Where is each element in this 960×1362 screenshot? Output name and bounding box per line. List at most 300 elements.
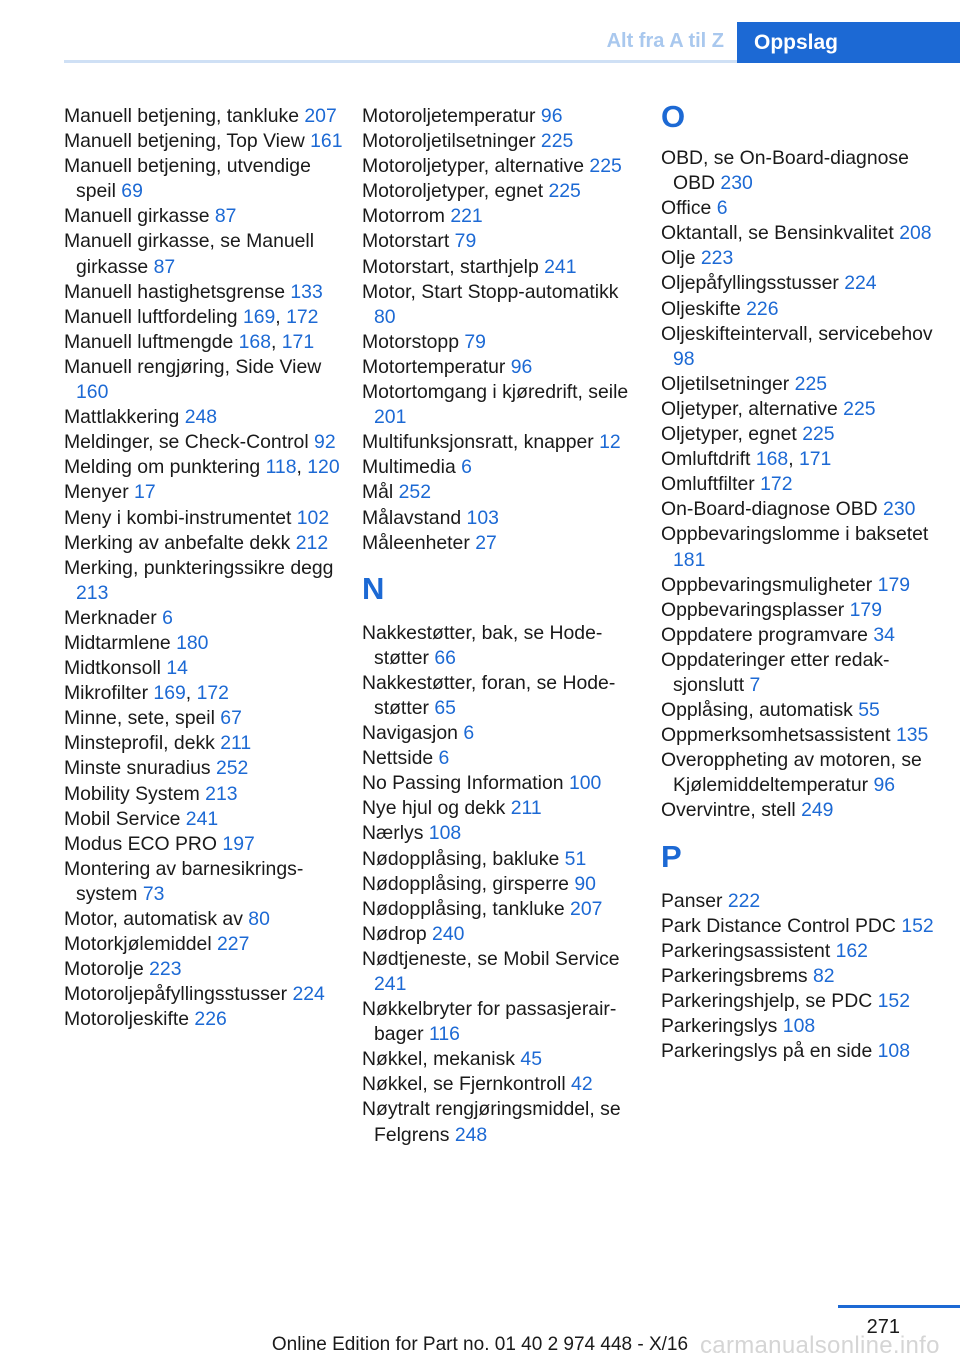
- entry-term: Merking, punkteringssikre degg: [64, 556, 334, 579]
- entry-term: Manuell betjening, utvendige speil: [64, 155, 311, 203]
- page-link[interactable]: 51: [564, 847, 587, 870]
- page-link[interactable]: 181: [673, 548, 706, 571]
- index-column-2: [362, 104, 642, 1148]
- index-entry: [64, 706, 344, 731]
- page-link[interactable]: 6: [461, 456, 472, 479]
- page-link[interactable]: 152: [877, 989, 910, 1012]
- entry-term: Manuell hastighetsgrense: [64, 280, 291, 303]
- index-entry: [661, 297, 941, 322]
- page-link[interactable]: 152: [901, 914, 934, 937]
- index-entry: [64, 907, 344, 932]
- page-link[interactable]: 179: [877, 573, 911, 596]
- index-entry: [661, 322, 941, 372]
- entry-term: Oktantall, se Bensinkvalitet: [661, 222, 900, 245]
- entry-term: Manuell betjening, tankluke: [64, 105, 305, 127]
- entry-term: Motorolje: [64, 958, 150, 981]
- footer-rule: [838, 1305, 960, 1308]
- entry-term: Oljeskifte: [661, 297, 747, 320]
- page-link[interactable]: 213: [76, 581, 109, 604]
- index-entry: [362, 480, 642, 505]
- entry-term: Manuell betjening, Top View: [64, 130, 311, 153]
- page-link[interactable]: 42: [571, 1073, 593, 1096]
- entry-term: Nøytralt rengjøringsmiddel, se Felgrens: [362, 1098, 621, 1146]
- page-link[interactable]: 6: [162, 606, 173, 629]
- section-tab[interactable]: Oppslag: [737, 22, 960, 63]
- page-link[interactable]: 226: [746, 297, 779, 320]
- index-entry: [362, 746, 642, 771]
- index-entry: [64, 731, 344, 756]
- index-entry: [362, 355, 642, 380]
- page-link[interactable]: 96: [510, 355, 533, 378]
- page-separator: ,: [270, 330, 282, 353]
- entry-term: Nakkestøtter, foran, se Hodestøtter: [362, 671, 616, 719]
- entry-term: Manuell girkasse, se Manuell girkasse: [64, 230, 315, 278]
- page-link[interactable]: 162: [835, 939, 868, 962]
- page-link[interactable]: 116: [428, 1023, 460, 1046]
- page-link[interactable]: 108: [877, 1040, 910, 1063]
- entry-term: Nøkkel, se Fjernkontroll: [362, 1073, 572, 1096]
- index-entry: [64, 782, 344, 807]
- page-link[interactable]: 108: [428, 822, 462, 845]
- entry-term: Multimedia: [362, 456, 462, 479]
- page-link[interactable]: 197: [222, 832, 255, 855]
- page-link[interactable]: 225: [843, 397, 876, 420]
- entry-term: Meldinger, se Check-Control: [64, 431, 315, 454]
- index-entry: [661, 271, 941, 296]
- index-entry: [661, 914, 941, 939]
- index-entry: [64, 807, 344, 832]
- page-link[interactable]: 211: [220, 732, 252, 755]
- index-entry: [362, 531, 642, 556]
- index-entry: [362, 721, 642, 746]
- entry-term: Omluftdrift: [661, 448, 756, 471]
- index-entry: [362, 847, 642, 872]
- index-entry: [661, 447, 941, 472]
- entry-term: Motoroljetilsetninger: [362, 130, 541, 153]
- entry-term: Montering av barnesikringssystem: [64, 857, 304, 905]
- page-link[interactable]: 87: [153, 255, 176, 278]
- page-link[interactable]: 14: [166, 657, 188, 680]
- page-link[interactable]: 55: [858, 699, 880, 722]
- page-link[interactable]: 172: [286, 305, 319, 328]
- index-entry: [64, 355, 344, 405]
- entry-term: Oppbevaringsplasser: [661, 598, 850, 621]
- page-link[interactable]: 225: [794, 372, 828, 395]
- page-link[interactable]: 65: [434, 696, 456, 719]
- entry-term: Navigasjon: [362, 722, 464, 745]
- index-entry: [64, 455, 344, 480]
- index-entry: [64, 506, 344, 531]
- page-link[interactable]: 211: [510, 797, 542, 820]
- index-entry: [64, 756, 344, 781]
- page-link[interactable]: 79: [454, 230, 477, 253]
- index-entry: [661, 964, 941, 989]
- page-link[interactable]: 230: [720, 172, 753, 195]
- index-entry: [362, 179, 642, 204]
- page-link[interactable]: 108: [782, 1015, 816, 1037]
- index-entry: [362, 204, 642, 229]
- index-entry: [64, 330, 344, 355]
- index-entry: [362, 1072, 642, 1097]
- entry-term: Oppdatere programvare: [661, 623, 874, 646]
- page-link[interactable]: 82: [812, 964, 835, 987]
- entry-term: Parkeringsbrems: [661, 964, 813, 987]
- index-entry: [661, 246, 941, 271]
- entry-term: Oljetilsetninger: [661, 372, 795, 395]
- index-entry: [661, 372, 941, 397]
- index-entry: [64, 104, 344, 129]
- index-entry: [64, 405, 344, 430]
- index-entry: [661, 422, 941, 447]
- entry-term: Mikrofilter: [64, 682, 154, 705]
- page-link[interactable]: 102: [296, 506, 330, 529]
- entry-term: Midtarmlene: [64, 631, 177, 654]
- entry-term: Oppbevaringsmuligheter: [661, 573, 878, 596]
- index-entry: [64, 982, 344, 1007]
- index-entry: [661, 221, 941, 246]
- page-link[interactable]: 87: [214, 205, 237, 228]
- page-link[interactable]: 80: [374, 305, 396, 328]
- page-link[interactable]: 230: [883, 498, 916, 521]
- entry-term: On-Board-diagnose OBD: [661, 498, 884, 521]
- entry-term: Nakkestøtter, bak, se Hodestøtter: [362, 621, 603, 669]
- index-entry: [661, 1014, 941, 1039]
- entry-term: Motorkjølemiddel: [64, 933, 218, 956]
- page-link[interactable]: 225: [548, 180, 581, 203]
- page-separator: ,: [296, 456, 308, 479]
- index-entry: [362, 1047, 642, 1072]
- index-entry: [661, 623, 941, 648]
- entry-term: Manuell girkasse: [64, 205, 215, 228]
- entry-term: Minne, sete, speil: [64, 707, 221, 730]
- entry-term: Manuell luftfordeling: [64, 305, 243, 328]
- page-link[interactable]: 66: [434, 646, 456, 669]
- index-entry: [64, 1007, 344, 1032]
- entry-term: Nødtjeneste, se Mobil Service: [362, 947, 620, 970]
- page-link[interactable]: 103: [466, 506, 499, 529]
- index-entry: [661, 939, 941, 964]
- page-number: 271: [866, 1316, 900, 1338]
- index-entry: [362, 821, 642, 846]
- index-entry: [64, 932, 344, 957]
- page-link[interactable]: 213: [205, 782, 238, 805]
- entry-term: Nøkkelbryter for passasjerairbager: [362, 998, 617, 1046]
- page-link[interactable]: 240: [432, 922, 465, 945]
- index-entry: [661, 598, 941, 623]
- entry-term: Merking av anbefalte dekk: [64, 531, 296, 554]
- page-link[interactable]: 96: [873, 774, 896, 797]
- index-entry: [64, 280, 344, 305]
- entry-term: Nye hjul og dekk: [362, 797, 511, 820]
- index-entry: [661, 698, 941, 723]
- page-link[interactable]: 6: [438, 747, 450, 770]
- page-link[interactable]: 252: [398, 481, 431, 504]
- section-letter-n: N: [362, 570, 385, 606]
- page-link[interactable]: 180: [176, 631, 209, 654]
- page-link[interactable]: 27: [475, 531, 497, 554]
- entry-term: Motoroljetyper, alternative: [362, 155, 590, 178]
- index-entry: [661, 497, 941, 522]
- entry-term: Mattlakkering: [64, 406, 185, 429]
- entry-term: Manuell rengjøring, Side View: [64, 355, 322, 378]
- entry-term: Modus ECO PRO: [64, 832, 223, 855]
- page-link[interactable]: 168: [238, 330, 271, 353]
- page-link[interactable]: 133: [290, 280, 323, 303]
- page-link[interactable]: 120: [307, 456, 340, 479]
- page-link[interactable]: 172: [760, 473, 793, 496]
- index-entry: [661, 798, 941, 823]
- index-entry: [362, 430, 642, 455]
- index-entry: [661, 573, 941, 598]
- index-entry: [362, 154, 642, 179]
- index-entry: [661, 989, 941, 1014]
- entry-term: Omluftfilter: [661, 473, 761, 496]
- page-link[interactable]: 208: [899, 222, 932, 245]
- page-link[interactable]: 168: [755, 448, 789, 471]
- page-link[interactable]: 96: [540, 105, 563, 127]
- page-link[interactable]: 90: [574, 872, 596, 895]
- index-entry: [661, 522, 941, 572]
- index-entry: [362, 947, 642, 997]
- index-entry: [64, 556, 344, 606]
- page-link[interactable]: 100: [568, 772, 602, 795]
- entry-term: Oppbevaringslomme i baksetet: [661, 523, 929, 546]
- index-entry: [661, 397, 941, 422]
- entry-term: Minsteprofil, dekk: [64, 732, 221, 755]
- entry-term: Olje: [661, 247, 701, 270]
- index-entry: [661, 889, 941, 914]
- index-entry: [64, 129, 344, 154]
- index-entry: [362, 796, 642, 821]
- page-link[interactable]: 161: [310, 130, 343, 153]
- index-entry: [64, 681, 344, 706]
- page-link[interactable]: 171: [281, 330, 315, 353]
- page-link[interactable]: 225: [802, 423, 835, 446]
- index-entry: [362, 129, 642, 154]
- page-link[interactable]: 224: [844, 272, 877, 295]
- entry-term: Overoppheting av motoren, se Kjølemiddeltemperatur: [661, 749, 922, 797]
- entry-term: Menyer: [64, 481, 135, 504]
- page-link[interactable]: 73: [142, 882, 165, 905]
- page-link[interactable]: 223: [149, 958, 182, 981]
- page-link[interactable]: 135: [895, 724, 929, 747]
- page-link[interactable]: 227: [217, 933, 250, 956]
- index-entry: [64, 656, 344, 681]
- index-entry: [64, 957, 344, 982]
- entry-term: Motortemperatur: [362, 355, 511, 378]
- index-entry: [64, 229, 344, 279]
- page-link[interactable]: 80: [248, 908, 270, 930]
- entry-term: Mobil Service: [64, 807, 186, 830]
- index-entry: [64, 832, 344, 857]
- index-entry: [362, 997, 642, 1047]
- entry-term: Nødopplåsing, girsperre: [362, 872, 575, 895]
- index-entry: [661, 146, 941, 196]
- index-entry: [362, 506, 642, 531]
- index-entry: [362, 104, 642, 129]
- entry-term: Motor, automatisk av: [64, 908, 249, 930]
- index-entry: [362, 455, 642, 480]
- entry-term: Motoroljeskifte: [64, 1008, 195, 1031]
- page-link[interactable]: 92: [314, 431, 336, 454]
- page-separator: ,: [788, 448, 799, 471]
- page-link[interactable]: 79: [464, 330, 486, 353]
- entry-term: Motorrom: [362, 205, 451, 228]
- entry-term: Motorstart: [362, 230, 455, 253]
- page-link[interactable]: 12: [599, 431, 621, 454]
- watermark: carmanualsonline.info: [700, 1332, 940, 1359]
- index-entry: [362, 1097, 642, 1147]
- page-link[interactable]: 179: [849, 598, 882, 621]
- index-entry: [362, 771, 642, 796]
- index-entry: [362, 872, 642, 897]
- entry-term: Oppmerksomhetsassistent: [661, 724, 896, 747]
- entry-term: Oljepåfyllingsstusser: [661, 272, 845, 295]
- entry-term: No Passing Information: [362, 772, 569, 795]
- page-link[interactable]: 225: [540, 130, 574, 153]
- index-entry: [64, 857, 344, 907]
- page-link[interactable]: 45: [520, 1048, 542, 1071]
- page-link[interactable]: 222: [727, 889, 761, 912]
- page-link[interactable]: 241: [374, 973, 407, 995]
- entry-term: OBD, se On-Board-diagnose OBD: [661, 147, 909, 195]
- entry-term: Oljetyper, alternative: [661, 397, 844, 420]
- page-link[interactable]: 201: [374, 406, 407, 429]
- entry-term: Multifunksjonsratt, knapper: [362, 431, 600, 454]
- entry-term: Nettside: [362, 747, 439, 770]
- page-link[interactable]: 118: [265, 456, 297, 479]
- page-link[interactable]: 69: [121, 180, 143, 203]
- section-breadcrumb[interactable]: Alt fra A til Z: [606, 30, 724, 52]
- page-link[interactable]: 160: [76, 381, 109, 404]
- entry-term: Parkeringslys på en side: [661, 1040, 878, 1063]
- index-entry: [64, 480, 344, 505]
- index-entry: [64, 606, 344, 631]
- page-link[interactable]: 34: [873, 623, 895, 646]
- page-link[interactable]: 212: [295, 531, 329, 554]
- entry-term: Nødopplåsing, bakluke: [362, 847, 565, 870]
- index-entry: [661, 472, 941, 497]
- index-entry: [64, 631, 344, 656]
- entry-term: Motorstopp: [362, 330, 465, 353]
- page-link[interactable]: 6: [463, 722, 475, 745]
- index-entry: [661, 196, 941, 221]
- entry-term: Motorstart, starthjelp: [362, 255, 545, 278]
- page-link[interactable]: 67: [220, 707, 242, 730]
- page-link[interactable]: 171: [798, 448, 832, 471]
- entry-term: Mobility System: [64, 782, 206, 805]
- index-entry: [64, 305, 344, 330]
- page-link[interactable]: 169: [153, 682, 186, 705]
- entry-term: Motoroljepåfyllingsstusser: [64, 983, 293, 1006]
- entry-term: Nødrop: [362, 922, 433, 945]
- index-entry: [362, 229, 642, 254]
- page-link[interactable]: 249: [801, 799, 834, 822]
- index-entry: [661, 748, 941, 798]
- page-link[interactable]: 223: [700, 247, 734, 270]
- index-column-1: [64, 104, 344, 1032]
- page-link[interactable]: 224: [292, 983, 325, 1006]
- entry-term: Office: [661, 197, 717, 220]
- entry-term: Motortomgang i kjøredrift, seile: [362, 381, 629, 404]
- index-entry: [64, 430, 344, 455]
- page-separator: ,: [275, 305, 287, 328]
- page-separator: ,: [185, 682, 197, 705]
- entry-term: Parkeringslys: [661, 1015, 783, 1037]
- page-link[interactable]: 98: [673, 347, 695, 370]
- index-entry: [64, 154, 344, 204]
- index-entry: [661, 723, 941, 748]
- entry-term: Måleenheter: [362, 531, 476, 554]
- entry-term: Manuell luftmengde: [64, 330, 239, 353]
- page-link[interactable]: 17: [134, 481, 156, 504]
- index-entry: [362, 621, 642, 671]
- index-entry: [661, 648, 941, 698]
- page-link[interactable]: 225: [589, 155, 622, 178]
- entry-term: Oppdateringer etter redaksjonslutt: [661, 648, 890, 696]
- entry-term: Nærlys: [362, 822, 429, 845]
- entry-term: Merknader: [64, 606, 163, 629]
- page-link[interactable]: 207: [304, 105, 337, 127]
- entry-term: Opplåsing, automatisk: [661, 699, 859, 722]
- index-entry: [362, 380, 642, 430]
- page-link[interactable]: 6: [716, 197, 728, 220]
- page-link[interactable]: 241: [544, 255, 577, 278]
- index-column-3: [661, 99, 941, 1064]
- entry-term: Oljetyper, egnet: [661, 423, 803, 446]
- entry-term: Midtkonsoll: [64, 657, 167, 680]
- index-entry: [64, 204, 344, 229]
- entry-term: Park Distance Control PDC: [661, 914, 902, 937]
- index-entry: [661, 1039, 941, 1064]
- entry-term: Overvintre, stell: [661, 799, 802, 822]
- entry-term: Motoroljetyper, egnet: [362, 180, 549, 203]
- entry-term: Oljeskifteintervall, servicebehov: [661, 322, 933, 345]
- entry-term: Målavstand: [362, 506, 467, 529]
- page-link[interactable]: 169: [242, 305, 276, 328]
- section-letter-p: P: [661, 838, 682, 874]
- index-entry: [362, 897, 642, 922]
- entry-term: Parkeringshjelp, se PDC: [661, 989, 878, 1012]
- page-link[interactable]: 172: [196, 682, 229, 705]
- index-entry: [362, 922, 642, 947]
- entry-term: Meny i kombi-instrumentet: [64, 506, 297, 529]
- entry-term: Minste snuradius: [64, 757, 216, 780]
- page-link[interactable]: 248: [184, 406, 218, 429]
- page-link[interactable]: 221: [450, 205, 483, 228]
- page-link[interactable]: 226: [194, 1008, 227, 1031]
- entry-term: Motoroljetemperatur: [362, 105, 541, 127]
- index-entry: [362, 330, 642, 355]
- page-link[interactable]: 241: [185, 807, 219, 830]
- index-entry: [362, 255, 642, 280]
- page-link[interactable]: 248: [454, 1123, 488, 1146]
- entry-term: Melding om punktering: [64, 456, 266, 479]
- entry-term: Nødopplåsing, tankluke: [362, 897, 571, 920]
- page-link[interactable]: 207: [570, 897, 603, 920]
- edition-note: Online Edition for Part no. 01 40 2 974 448 - X/16: [271, 1334, 689, 1355]
- entry-term: Panser: [661, 889, 728, 912]
- index-entry: [64, 531, 344, 556]
- section-letter-o: O: [661, 99, 686, 134]
- index-entry: [362, 280, 642, 330]
- page-link[interactable]: 252: [215, 757, 249, 780]
- index-entry: [362, 671, 642, 721]
- page-link[interactable]: 7: [749, 673, 761, 696]
- entry-term: Mål: [362, 481, 399, 504]
- entry-term: Nøkkel, mekanisk: [362, 1048, 521, 1071]
- entry-term: Motor, Start Stopp-automatikk: [362, 280, 619, 303]
